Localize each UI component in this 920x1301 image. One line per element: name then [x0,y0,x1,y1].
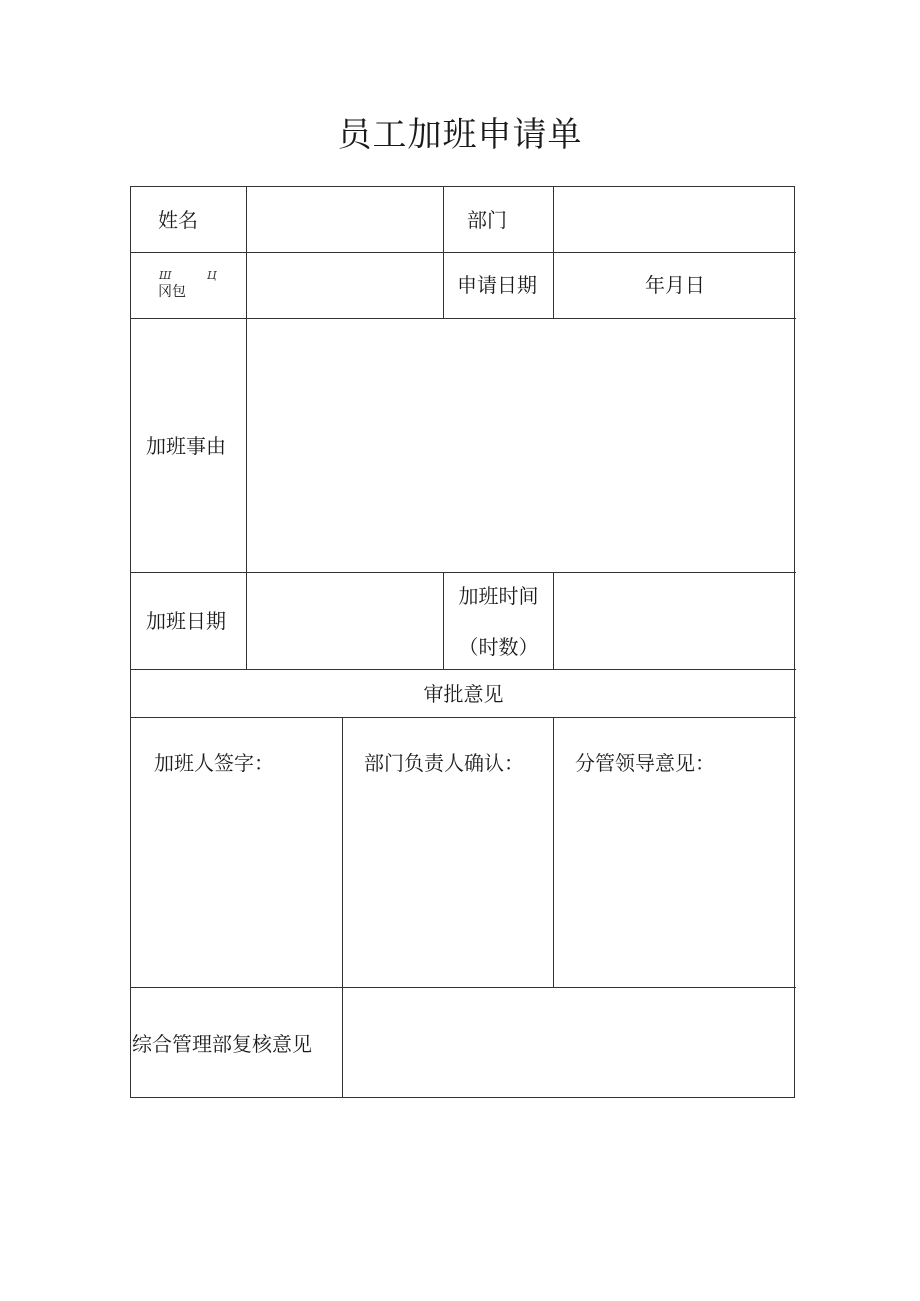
apply-date-label: 申请日期 [457,273,537,297]
row-divider [131,669,796,670]
leader-opinion-label: 分管领导意见： [575,751,715,775]
name-field[interactable] [247,188,443,252]
overtime-application-form [130,186,795,1098]
overtime-date-label: 加班日期 [146,609,226,633]
overtime-hours-field[interactable] [554,573,794,669]
form-title: 员工加班申请单 [337,115,583,155]
reason-label: 加班事由 [146,434,226,458]
overtime-time-label-line1: 加班时间 [458,584,539,608]
position-field[interactable] [247,253,443,318]
leader-opinion-area[interactable] [554,787,794,986]
department-field[interactable] [554,188,794,252]
apply-date-value[interactable]: 年月日 [645,273,705,297]
department-label: 部门 [467,208,507,232]
approval-header: 审批意见 [423,682,504,706]
dept-head-area[interactable] [343,787,552,986]
name-label: 姓名 [158,208,198,232]
position-label: 冈包 [158,284,186,300]
position-label-marks-right: Ц [207,269,217,282]
overtime-time-label-line2: （时数） [458,635,539,659]
overtime-date-field[interactable] [247,573,443,669]
applicant-sign-area[interactable] [132,787,341,986]
column-divider [443,187,444,318]
admin-review-label: 综合管理部复核意见 [132,1032,312,1056]
reason-field[interactable] [247,319,794,572]
position-label-marks-left: Ш [159,269,172,282]
row-divider [131,717,796,718]
applicant-sign-label: 加班人签字： [154,751,274,775]
dept-head-label: 部门负责人确认： [364,751,524,775]
row-divider [131,252,796,253]
admin-review-area[interactable] [343,988,794,1097]
